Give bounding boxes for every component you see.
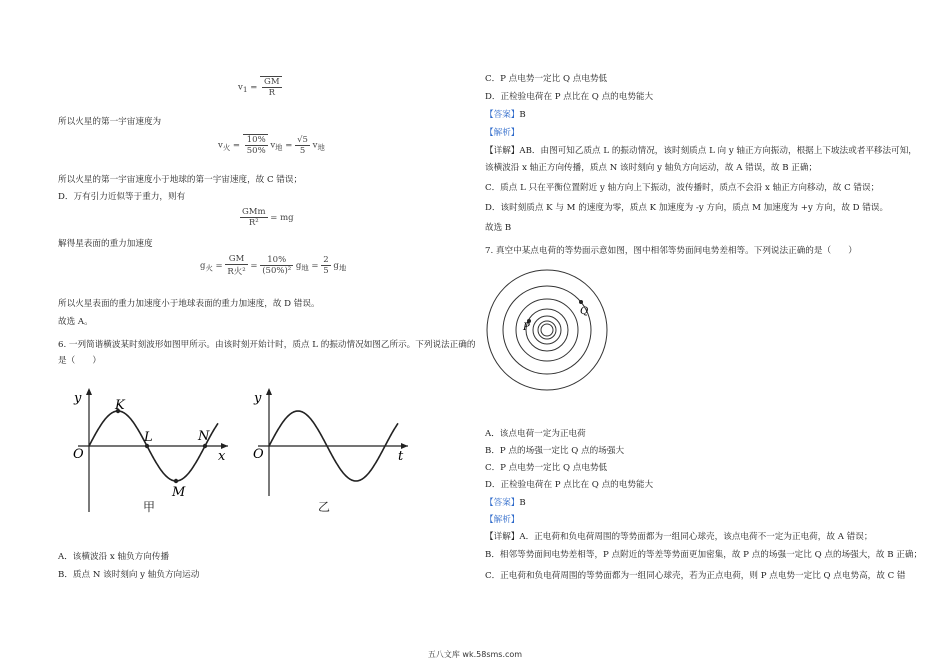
answer-label: 【答案】 bbox=[485, 498, 520, 508]
answer-label: 【答案】 bbox=[485, 110, 520, 120]
origin-label: O bbox=[73, 447, 84, 462]
label-P: P bbox=[523, 322, 530, 333]
figure-caption-yi: 乙 bbox=[318, 500, 331, 514]
option-D: D．正检验电荷在 P 点比在 Q 点的电势能大 bbox=[485, 92, 654, 102]
label-M: M bbox=[172, 485, 186, 500]
label-K: K bbox=[115, 398, 125, 413]
page-footer: 五八文库 wk.58sms.com bbox=[427, 650, 523, 659]
question-6-stem: 是（ ） bbox=[58, 356, 101, 366]
analysis-label: 【解析】 bbox=[485, 128, 520, 138]
text-line: B．相邻等势面间电势差相等，P 点附近的等差等势面更加密集，故 P 点的场强一定比 Q 点的场强大，故 B 正确； bbox=[485, 550, 923, 560]
wave-figure-jia bbox=[68, 384, 238, 519]
option-C: C．P 点电势一定比 Q 点电势低 bbox=[485, 463, 608, 473]
text-line: 故选 A。 bbox=[58, 317, 93, 327]
option-B: B．P 点的场强一定比 Q 点的场强大 bbox=[485, 446, 625, 456]
answer bbox=[485, 498, 526, 509]
text-line: C．正电荷和负电荷周围的等势面都为一组同心球壳，若为正点电荷，则 P 点电势一定比 Q 点电势高，故 C 错 bbox=[485, 571, 906, 581]
text-line: 所以火星的第一宇宙速度小于地球的第一宇宙速度，故 C 错误； bbox=[58, 175, 303, 185]
point-M bbox=[174, 479, 178, 483]
text-line: C．质点 L 只在平衡位置附近 y 轴方向上下振动，波传播时，质点不会沿 x 轴正方向移动，故 C 错误； bbox=[485, 183, 880, 193]
option-C: C．P 点电势一定比 Q 点电势低 bbox=[485, 74, 608, 84]
wave-figure-yi bbox=[248, 384, 418, 519]
answer-value: B bbox=[519, 110, 526, 120]
text-line: D．该时刻质点 K 与 M 的速度为零，质点 K 加速度为 -y 方向，质点 M 加速度为 +y 方向，故 D 错误。 bbox=[485, 203, 889, 213]
text-line: 故选 B bbox=[485, 223, 512, 233]
equipotential-figure bbox=[485, 266, 615, 396]
origin-label: O bbox=[253, 447, 264, 462]
question-6-stem: 6. 一列简谐横波某时刻波形如图甲所示。由该时刻开始计时，质点 L 的振动情况如图乙所示。下列说法正确的 bbox=[58, 340, 476, 350]
text-line: 【详解】AB．由图可知乙质点 L 的振动情况，该时刻质点 L 向 y 轴正方向振动，根据上下坡法或者平移法可知， bbox=[485, 146, 917, 156]
axis-label-x: x bbox=[218, 449, 226, 464]
axis-label-y: y bbox=[254, 391, 262, 406]
formula-mars-gravity: $g_火$ = $\frac{GM}{\text{R火²}}$ = $\frac{10\%}{\text{(50\%)²}}$ $g_地$ = $\frac{2}{5}$ $g_地$ bbox=[200, 254, 347, 277]
label-L: L bbox=[144, 430, 153, 445]
answer-value: B bbox=[519, 498, 526, 508]
option-A: A．该横波沿 x 轴负方向传播 bbox=[58, 552, 170, 562]
formula-first-cosmic-velocity: $v_1$ = $\frac{GM}{R}$ bbox=[238, 77, 280, 98]
formula-gravity: $\frac{\text{GMm}}{\text{R²}}$ = mg bbox=[242, 207, 294, 228]
option-B: B．质点 N 该时刻向 y 轴负方向运动 bbox=[58, 570, 200, 580]
point-N bbox=[203, 444, 207, 448]
option-D: D．正检验电荷在 P 点比在 Q 点的电势能大 bbox=[485, 480, 654, 490]
text-line: 该横波沿 x 轴正方向传播，质点 N 该时刻向 y 轴负方向运动，故 A 错误，故 B 正确； bbox=[485, 163, 818, 173]
text-line: 【详解】A．正电荷和负电荷周围的等势面都为一组同心球壳，该点电荷不一定为正电荷，故 A 错误； bbox=[485, 532, 873, 542]
text-line: 解得星表面的重力加速度 bbox=[58, 239, 153, 249]
option-A: A．该点电荷一定为正电荷 bbox=[485, 429, 586, 439]
axis-label-t: t bbox=[398, 449, 404, 464]
question-7-stem: 7. 真空中某点电荷的等势面示意如图，图中相邻等势面间电势差相等。下列说法正确的是（ ） bbox=[485, 246, 857, 256]
formula-mars-velocity: $v_火$ = $\frac{10\%}{50\%}$ $v_地$ = $\frac{√5}{5}$ $v_地$ bbox=[218, 134, 325, 156]
label-N: N bbox=[198, 429, 210, 444]
label-Q: Q bbox=[580, 306, 589, 317]
point-Q bbox=[579, 300, 583, 304]
text-line: 所以火星的第一宇宙速度为 bbox=[58, 117, 162, 127]
axis-label-y: y bbox=[74, 391, 82, 406]
text-line: 所以火星表面的重力加速度小于地球表面的重力加速度，故 D 错误。 bbox=[58, 299, 320, 309]
text-line: D．万有引力近似等于重力，则有 bbox=[58, 192, 186, 202]
analysis-label: 【解析】 bbox=[485, 515, 520, 525]
figure-caption-jia: 甲 bbox=[143, 500, 156, 514]
answer bbox=[485, 110, 526, 121]
